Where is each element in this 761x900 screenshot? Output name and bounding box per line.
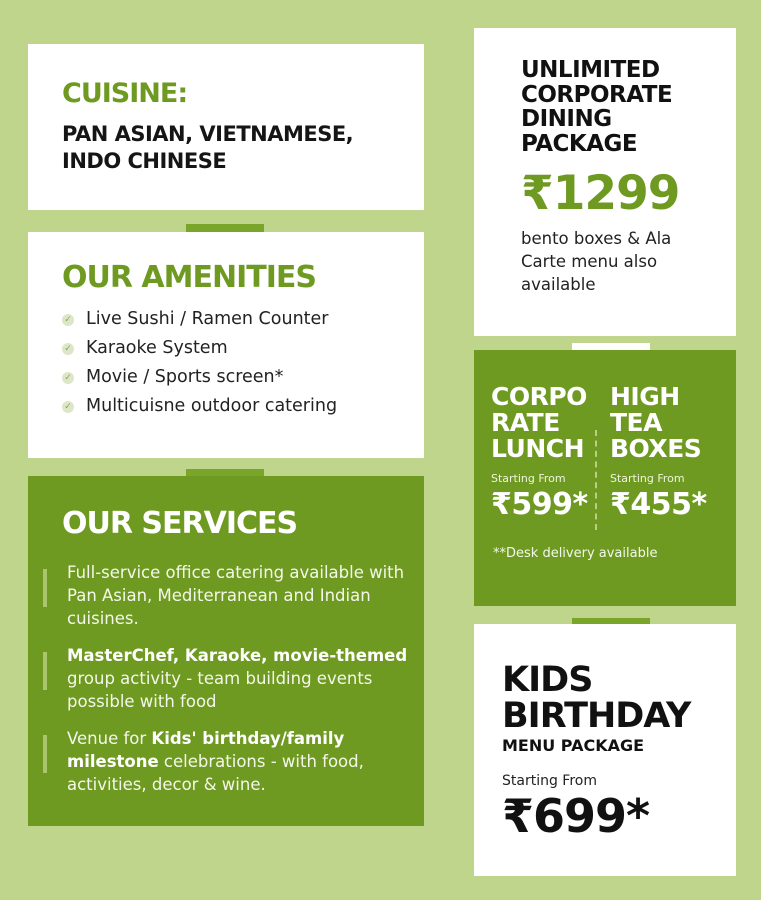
service-bar	[43, 735, 47, 773]
cuisine-value-line: PAN ASIAN, VIETNAMESE,	[62, 122, 354, 146]
check-circle-icon: ✓	[62, 401, 74, 413]
service-text: group activity - team building events possible with food	[67, 669, 373, 711]
kids-subtitle: MENU PACKAGE	[502, 736, 645, 755]
kids-birthday-card	[474, 624, 736, 876]
dashed-divider	[595, 430, 597, 530]
lunch-tea-card	[474, 350, 736, 606]
amenities-title: OUR AMENITIES	[62, 260, 316, 295]
corporate-lunch-price: ₹599*	[491, 487, 588, 522]
service-bar	[43, 652, 47, 690]
services-title: OUR SERVICES	[62, 506, 298, 541]
service-text: celebrations - with food, activities, decor & wine.	[67, 752, 364, 794]
service-item	[62, 644, 412, 713]
service-bold-text: MasterChef, Karaoke, movie-themed	[67, 646, 408, 665]
corporate-dining-price: ₹1299	[521, 166, 680, 221]
amenity-item	[62, 363, 424, 392]
cuisine-value-line: INDO CHINESE	[62, 149, 227, 173]
cuisine-card	[28, 44, 424, 210]
title-line: DINING	[521, 106, 612, 132]
amenity-item	[62, 305, 424, 334]
service-bar	[43, 569, 47, 607]
corporate-dining-note: bento boxes & Ala Carte menu also available	[521, 229, 672, 294]
desk-delivery-note: **Desk delivery available	[493, 546, 658, 561]
starting-from-label: Starting From	[610, 472, 685, 485]
title-line: BOXES	[610, 434, 702, 463]
title-line: BIRTHDAY	[502, 696, 691, 736]
corporate-dining-title	[521, 58, 736, 156]
service-bold-text: Kids' birthday/family milestone	[67, 729, 345, 771]
check-circle-icon: ✓	[62, 372, 74, 384]
high-tea-block	[610, 384, 707, 522]
starting-from-label: Starting From	[491, 472, 566, 485]
title-line: TEA	[610, 408, 662, 437]
service-item	[62, 727, 412, 796]
kids-price: ₹699*	[502, 789, 650, 843]
title-line: RATE	[491, 408, 560, 437]
corporate-dining-card	[474, 28, 736, 336]
amenity-item	[62, 334, 424, 363]
amenities-card	[28, 232, 424, 458]
amenity-label: Live Sushi / Ramen Counter	[86, 309, 329, 329]
title-line: KIDS	[502, 660, 593, 700]
cuisine-label: CUISINE:	[62, 78, 188, 109]
amenity-label: Multicuisne outdoor catering	[86, 396, 338, 416]
service-item	[62, 561, 412, 630]
amenity-item	[62, 392, 424, 421]
check-circle-icon: ✓	[62, 314, 74, 326]
amenity-label: Movie / Sports screen*	[86, 367, 284, 387]
check-circle-icon: ✓	[62, 343, 74, 355]
title-line: UNLIMITED	[521, 57, 660, 83]
service-text: Venue for	[67, 729, 152, 748]
starting-from-label: Starting From	[502, 773, 597, 789]
kids-birthday-title	[502, 662, 736, 734]
high-tea-title	[610, 384, 707, 462]
amenities-list	[62, 305, 424, 421]
title-line: PACKAGE	[521, 130, 638, 157]
title-line: HIGH	[610, 382, 680, 411]
service-text: Full-service office catering available with Pan Asian, Mediterranean and Indian cuisines.	[67, 563, 405, 628]
corporate-lunch-title	[491, 384, 588, 462]
corporate-lunch-block	[491, 384, 588, 522]
title-line: LUNCH	[491, 434, 585, 463]
amenity-label: Karaoke System	[86, 338, 228, 358]
title-line: CORPORATE	[521, 81, 673, 108]
high-tea-price: ₹455*	[610, 487, 707, 522]
cuisine-value	[62, 121, 424, 175]
services-card	[28, 476, 424, 826]
title-line: CORPO	[491, 382, 587, 411]
